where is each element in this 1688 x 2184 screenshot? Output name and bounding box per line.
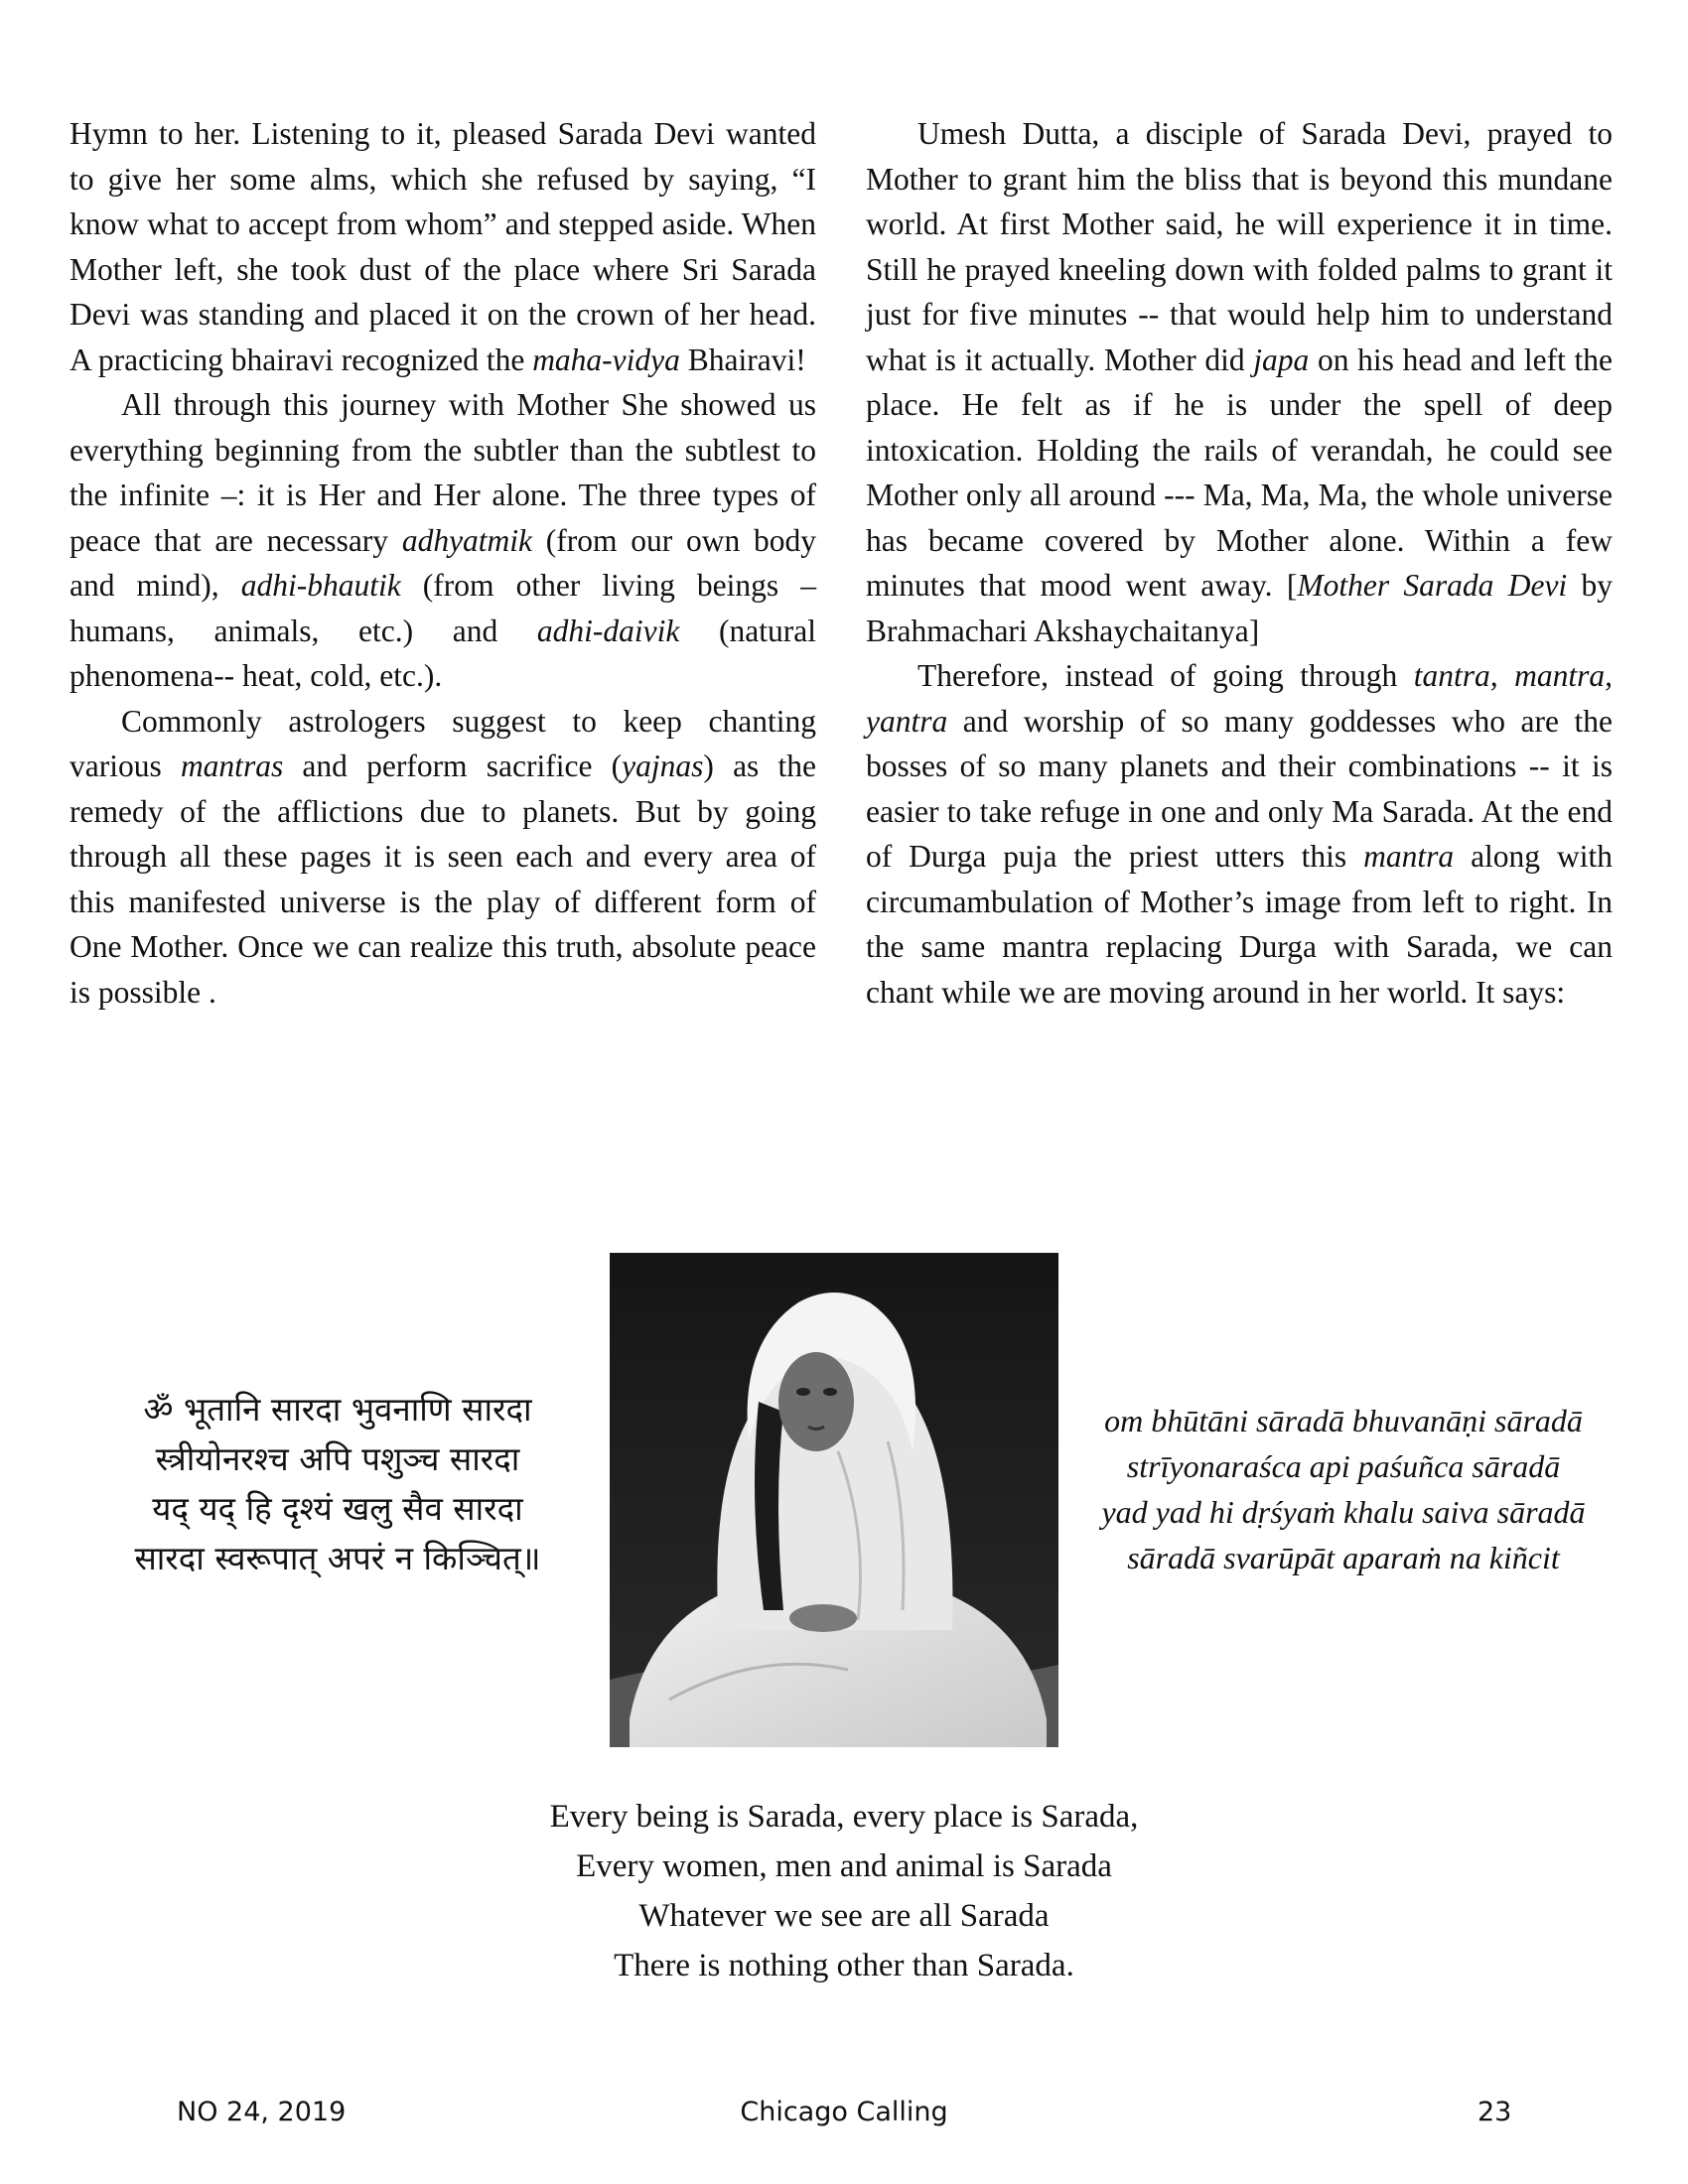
paragraph: All through this journey with Mother She showed us everything beginning from the subtler than the subtlest to the infinite –: it is Her and Her alone. The three types of peace that are necessary adhyatmik (from our own body and mind), adhi-bhautik (from other living beings – humans, animals, etc.) and adhi-daivik (natural phenomena-- heat, cold, etc.).	[70, 387, 816, 693]
footer-issue: NO 24, 2019	[177, 2097, 347, 2127]
right-column	[866, 111, 1613, 1015]
paragraph: Commonly astrologers suggest to keep chanting various mantras and perform sacrifice (yajnas) as the remedy of the afflictions due to planets. But by going through all these pages it is seen each and every area of this manifested universe is the play of different form of One Mother. Once we can realize this truth, absolute peace is possible .	[70, 703, 816, 1010]
shloka-line: sāradā svarūpāt aparaṁ na kiñcit	[1127, 1540, 1560, 1575]
shloka-line: ॐ भूतानि सारदा भुवनाणि सारदा	[143, 1390, 532, 1429]
paragraph: Therefore, instead of going through tantra, mantra, yantra and worship of so many goddesses who are the bosses of so many planets and their combinations -- it is easier to take refuge in one and only Ma Sarada. At the end of Durga puja the priest utters this mantra along with circumambulation of Mother’s image from left to right. In the same mantra replacing Durga with Sarada, we can chant while we are moving around in her world. It says:	[866, 658, 1613, 1010]
shloka-line: yad yad hi dṛśyaṁ khalu saiva sāradā	[1101, 1494, 1586, 1530]
paragraph: Umesh Dutta, a disciple of Sarada Devi, prayed to Mother to grant him the bliss that is beyond this mundane world. At first Mother said, he will experience it in time. Still he prayed kneeling down with folded palms to grant it just for five minutes -- that would help him to understand what is it actually. Mother did japa on his head and left the place. He felt as if he is under the spell of deep intoxication. Holding the rails of verandah, he could see Mother only all around --- Ma, Ma, Ma, the whole universe has became covered by Mother alone. Within a few minutes that mood went away. [Mother Sarada Devi by Brahmachari Akshaychaitanya]	[866, 116, 1614, 648]
footer-page-number: 23	[1477, 2097, 1512, 2127]
translation-line: Whatever we see are all Sarada	[638, 1898, 1050, 1934]
footer-publication: Chicago Calling	[740, 2097, 948, 2127]
shloka-devanagari	[60, 1385, 616, 1583]
shloka-line: om bhūtāni sāradā bhuvanāṇi sāradā	[1104, 1403, 1583, 1438]
shloka-translation	[348, 1792, 1340, 1990]
translation-line: Every women, men and animal is Sarada	[576, 1848, 1112, 1884]
portrait-image	[610, 1253, 1058, 1747]
translation-line: There is nothing other than Sarada.	[614, 1948, 1074, 1983]
paragraph: Hymn to her. Listening to it, pleased Sarada Devi wanted to give her some alms, which she refused by saying, “I know what to accept from whom” and stepped aside. When Mother left, she took dust of the place where Sri Sarada Devi was standing and placed it on the crown of her head. A practicing bhairavi recognized the maha-vidya Bhairavi!	[70, 116, 816, 377]
shloka-line: सारदा स्वरूपात् अपरं न किञ्चित्॥	[134, 1539, 541, 1577]
shloka-transliteration	[1058, 1398, 1628, 1580]
shloka-line: strīyonaraśca api paśuñca sāradā	[1126, 1448, 1561, 1484]
shloka-line: यद् यद् हि दृश्यं खलु सैव सारदा	[152, 1489, 523, 1528]
left-column	[70, 111, 816, 1015]
translation-line: Every being is Sarada, every place is Sarada,	[549, 1799, 1139, 1835]
shloka-line: स्त्रीयोनरश्च अपि पशुञ्च सारदा	[155, 1439, 520, 1478]
portrait-photo	[610, 1253, 1058, 1747]
